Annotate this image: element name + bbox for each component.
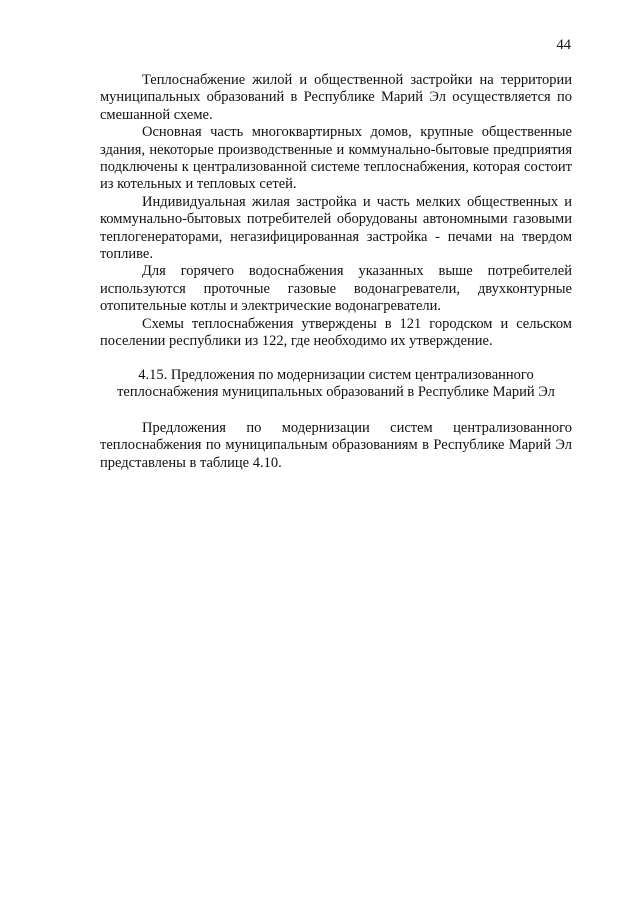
- paragraph-heat-supply-scheme: Теплоснабжение жилой и общественной застройки на территории муниципальных образований в Республике Марий Эл осуществляется по смешанной схеме.: [100, 72, 572, 123]
- section-heading-line-1: 4.15. Предложения по модернизации систем централизованного: [138, 367, 534, 383]
- section-heading-line-2: теплоснабжения муниципальных образований в Республике Марий Эл: [117, 384, 555, 401]
- paragraph-autonomous-heating: Индивидуальная жилая застройка и часть мелких общественных и коммунально-бытовых потребителей оборудованы автономными газовыми теплогенераторами, негазифицированная застройка - печами на твердом топливе.: [100, 193, 572, 263]
- paragraph-modernization-proposals: Предложения по модернизации систем централизованного теплоснабжения по муниципальным образованиям в Республике Марий Эл представлены в таблице 4.10.: [100, 420, 572, 471]
- section-body-text: [100, 420, 572, 472]
- paragraph-approved-schemes: Схемы теплоснабжения утверждены в 121 городском и сельском поселении республики из 122, где необходимо их утверждение.: [100, 315, 572, 350]
- section-heading: [100, 367, 572, 402]
- page-number: 44: [556, 37, 571, 53]
- body-text: [100, 72, 572, 351]
- paragraph-hot-water-supply: Для горячего водоснабжения указанных выше потребителей используются проточные газовые водонагреватели, двухконтурные отопительные котлы и электрические водонагреватели.: [100, 263, 572, 315]
- paragraph-centralized-system: Основная часть многоквартирных домов, крупные общественные здания, некоторые производственные и коммунально-бытовые предприятия подключены к централизованной системе теплоснабжения, которая состоит из котельных и тепловых сетей.: [100, 124, 572, 193]
